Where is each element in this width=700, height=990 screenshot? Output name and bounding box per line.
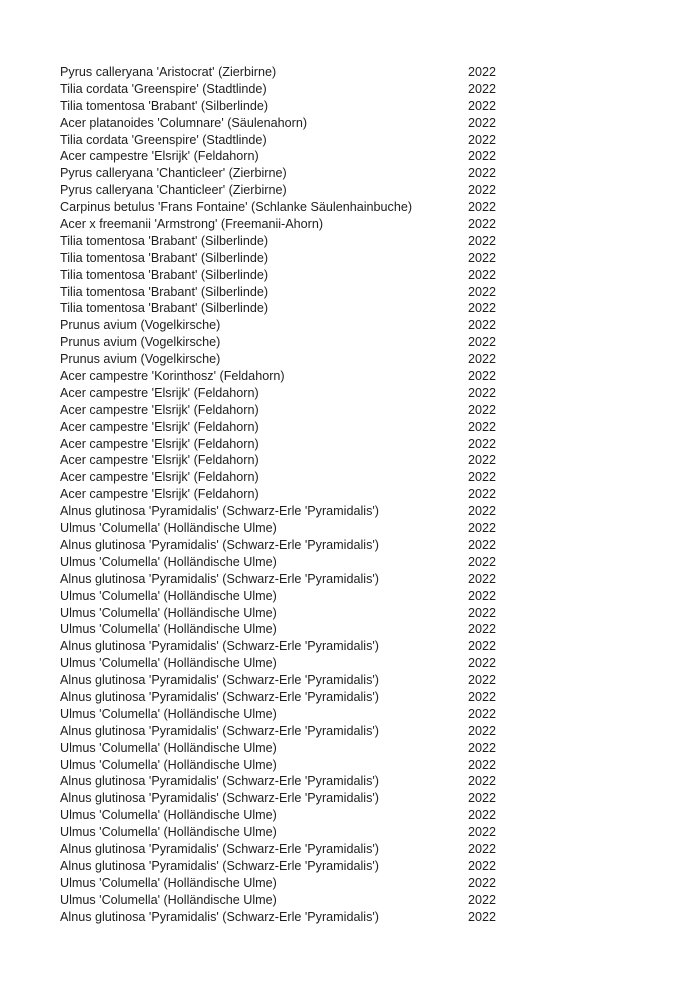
tree-species-name: Prunus avium (Vogelkirsche) [60, 335, 221, 350]
tree-planting-year: 2022 [468, 537, 497, 552]
tree-planting-year: 2022 [468, 622, 497, 637]
tree-species-name: Acer x freemanii 'Armstrong' (Freemanii-Ahorn) [60, 217, 324, 232]
tree-planting-year: 2022 [468, 504, 497, 519]
tree-species-name: Alnus glutinosa 'Pyramidalis' (Schwarz-Erle 'Pyramidalis') [60, 858, 379, 873]
list-item [60, 909, 700, 926]
list-item [60, 841, 700, 858]
tree-planting-year: 2022 [468, 98, 497, 113]
tree-planting-year: 2022 [468, 81, 497, 96]
tree-species-name: Alnus glutinosa 'Pyramidalis' (Schwarz-Erle 'Pyramidalis') [60, 791, 379, 806]
tree-planting-year: 2022 [468, 656, 497, 671]
list-item [60, 520, 700, 537]
tree-species-name: Acer campestre 'Elsrijk' (Feldahorn) [60, 470, 259, 485]
list-item [60, 655, 700, 672]
list-item [60, 672, 700, 689]
list-item [60, 216, 700, 233]
list-item [60, 537, 700, 554]
list-item [60, 334, 700, 351]
tree-species-name: Alnus glutinosa 'Pyramidalis' (Schwarz-Erle 'Pyramidalis') [60, 774, 379, 789]
tree-planting-year: 2022 [468, 436, 497, 451]
tree-planting-year: 2022 [468, 588, 497, 603]
list-item [60, 64, 700, 81]
tree-planting-year: 2022 [468, 791, 497, 806]
tree-species-name: Ulmus 'Columella' (Holländische Ulme) [60, 605, 277, 620]
tree-species-name: Tilia tomentosa 'Brabant' (Silberlinde) [60, 267, 269, 282]
list-item [60, 317, 700, 334]
tree-planting-year: 2022 [468, 284, 497, 299]
tree-planting-year: 2022 [468, 673, 497, 688]
list-item [60, 300, 700, 317]
list-item [60, 503, 700, 520]
tree-planting-year: 2022 [468, 909, 497, 924]
tree-species-name: Pyrus calleryana 'Chanticleer' (Zierbirne) [60, 183, 287, 198]
list-item [60, 892, 700, 909]
tree-species-name: Alnus glutinosa 'Pyramidalis' (Schwarz-Erle 'Pyramidalis') [60, 673, 379, 688]
list-item [60, 452, 700, 469]
tree-species-name: Acer campestre 'Elsrijk' (Feldahorn) [60, 402, 259, 417]
list-item [60, 773, 700, 790]
tree-species-name: Alnus glutinosa 'Pyramidalis' (Schwarz-Erle 'Pyramidalis') [60, 689, 379, 704]
tree-species-name: Ulmus 'Columella' (Holländische Ulme) [60, 588, 277, 603]
tree-planting-year: 2022 [468, 875, 497, 890]
list-item [60, 233, 700, 250]
tree-planting-year: 2022 [468, 774, 497, 789]
tree-planting-year: 2022 [468, 267, 497, 282]
tree-species-name: Pyrus calleryana 'Chanticleer' (Zierbirne) [60, 166, 287, 181]
tree-species-name: Ulmus 'Columella' (Holländische Ulme) [60, 706, 277, 721]
tree-species-name: Tilia tomentosa 'Brabant' (Silberlinde) [60, 233, 269, 248]
tree-planting-year: 2022 [468, 689, 497, 704]
tree-planting-year: 2022 [468, 605, 497, 620]
tree-species-name: Alnus glutinosa 'Pyramidalis' (Schwarz-Erle 'Pyramidalis') [60, 723, 379, 738]
tree-planting-year: 2022 [468, 166, 497, 181]
tree-species-name: Tilia cordata 'Greenspire' (Stadtlinde) [60, 132, 267, 147]
tree-species-name: Alnus glutinosa 'Pyramidalis' (Schwarz-Erle 'Pyramidalis') [60, 639, 379, 654]
list-item [60, 621, 700, 638]
tree-species-name: Ulmus 'Columella' (Holländische Ulme) [60, 622, 277, 637]
tree-planting-year: 2022 [468, 233, 497, 248]
tree-planting-year: 2022 [468, 335, 497, 350]
tree-planting-year: 2022 [468, 825, 497, 840]
list-item [60, 81, 700, 98]
tree-species-name: Ulmus 'Columella' (Holländische Ulme) [60, 757, 277, 772]
tree-species-name: Prunus avium (Vogelkirsche) [60, 318, 221, 333]
tree-planting-year: 2022 [468, 723, 497, 738]
tree-species-name: Alnus glutinosa 'Pyramidalis' (Schwarz-Erle 'Pyramidalis') [60, 841, 379, 856]
list-item [60, 740, 700, 757]
tree-species-name: Acer campestre 'Elsrijk' (Feldahorn) [60, 487, 259, 502]
tree-planting-year: 2022 [468, 841, 497, 856]
list-item [60, 807, 700, 824]
tree-species-name: Acer campestre 'Korinthosz' (Feldahorn) [60, 369, 285, 384]
tree-species-name: Ulmus 'Columella' (Holländische Ulme) [60, 656, 277, 671]
list-item [60, 875, 700, 892]
list-item [60, 469, 700, 486]
list-item [60, 98, 700, 115]
tree-species-name: Tilia cordata 'Greenspire' (Stadtlinde) [60, 81, 267, 96]
tree-planting-year: 2022 [468, 352, 497, 367]
list-item [60, 706, 700, 723]
tree-planting-year: 2022 [468, 470, 497, 485]
tree-species-name: Ulmus 'Columella' (Holländische Ulme) [60, 521, 277, 536]
tree-species-name: Prunus avium (Vogelkirsche) [60, 352, 221, 367]
tree-planting-year: 2022 [468, 554, 497, 569]
list-item [60, 402, 700, 419]
tree-planting-year: 2022 [468, 757, 497, 772]
tree-planting-year: 2022 [468, 301, 497, 316]
tree-species-name: Acer campestre 'Elsrijk' (Feldahorn) [60, 453, 259, 468]
tree-species-name: Ulmus 'Columella' (Holländische Ulme) [60, 808, 277, 823]
tree-planting-year: 2022 [468, 808, 497, 823]
list-item [60, 182, 700, 199]
list-item [60, 757, 700, 774]
list-item [60, 148, 700, 165]
tree-planting-year: 2022 [468, 149, 497, 164]
list-item [60, 588, 700, 605]
tree-planting-year: 2022 [468, 740, 497, 755]
tree-planting-year: 2022 [468, 115, 497, 130]
tree-species-name: Tilia tomentosa 'Brabant' (Silberlinde) [60, 98, 269, 113]
list-item [60, 571, 700, 588]
tree-species-name: Ulmus 'Columella' (Holländische Ulme) [60, 825, 277, 840]
tree-planting-year: 2022 [468, 571, 497, 586]
list-item [60, 605, 700, 622]
tree-year-list [60, 64, 700, 925]
tree-planting-year: 2022 [468, 369, 497, 384]
tree-planting-year: 2022 [468, 250, 497, 265]
tree-planting-year: 2022 [468, 521, 497, 536]
list-item [60, 419, 700, 436]
tree-planting-year: 2022 [468, 892, 497, 907]
list-item [60, 284, 700, 301]
tree-species-name: Pyrus calleryana 'Aristocrat' (Zierbirne) [60, 65, 277, 79]
tree-species-name: Acer campestre 'Elsrijk' (Feldahorn) [60, 149, 259, 164]
list-item [60, 165, 700, 182]
tree-planting-year: 2022 [468, 706, 497, 721]
list-item [60, 858, 700, 875]
list-item [60, 132, 700, 149]
tree-species-name: Acer campestre 'Elsrijk' (Feldahorn) [60, 436, 259, 451]
list-item [60, 486, 700, 503]
tree-species-name: Alnus glutinosa 'Pyramidalis' (Schwarz-Erle 'Pyramidalis') [60, 909, 379, 924]
tree-planting-year: 2022 [468, 453, 497, 468]
tree-planting-year: 2022 [468, 200, 497, 215]
list-item [60, 250, 700, 267]
tree-planting-year: 2022 [468, 858, 497, 873]
tree-planting-year: 2022 [468, 487, 497, 502]
tree-planting-year: 2022 [468, 318, 497, 333]
list-item [60, 790, 700, 807]
tree-species-name: Alnus glutinosa 'Pyramidalis' (Schwarz-Erle 'Pyramidalis') [60, 571, 379, 586]
tree-planting-year: 2022 [468, 639, 497, 654]
tree-species-name: Carpinus betulus 'Frans Fontaine' (Schlanke Säulenhainbuche) [60, 200, 413, 215]
tree-planting-year: 2022 [468, 402, 497, 417]
list-item [60, 385, 700, 402]
tree-species-name: Tilia tomentosa 'Brabant' (Silberlinde) [60, 284, 269, 299]
tree-planting-year: 2022 [468, 65, 497, 79]
tree-planting-year: 2022 [468, 419, 497, 434]
tree-species-name: Ulmus 'Columella' (Holländische Ulme) [60, 740, 277, 755]
tree-planting-year: 2022 [468, 385, 497, 400]
tree-species-name: Acer campestre 'Elsrijk' (Feldahorn) [60, 385, 259, 400]
tree-species-name: Ulmus 'Columella' (Holländische Ulme) [60, 892, 277, 907]
list-item [60, 824, 700, 841]
list-item [60, 436, 700, 453]
list-item [60, 638, 700, 655]
tree-planting-year: 2022 [468, 132, 497, 147]
list-item [60, 368, 700, 385]
tree-species-name: Acer platanoides 'Columnare' (Säulenahorn) [60, 115, 308, 130]
tree-species-name: Tilia tomentosa 'Brabant' (Silberlinde) [60, 250, 269, 265]
tree-species-name: Tilia tomentosa 'Brabant' (Silberlinde) [60, 301, 269, 316]
tree-planting-year: 2022 [468, 183, 497, 198]
tree-species-name: Ulmus 'Columella' (Holländische Ulme) [60, 875, 277, 890]
list-item [60, 267, 700, 284]
tree-species-name: Alnus glutinosa 'Pyramidalis' (Schwarz-Erle 'Pyramidalis') [60, 537, 379, 552]
tree-planting-year: 2022 [468, 217, 497, 232]
tree-species-name: Alnus glutinosa 'Pyramidalis' (Schwarz-Erle 'Pyramidalis') [60, 504, 379, 519]
tree-species-name: Ulmus 'Columella' (Holländische Ulme) [60, 554, 277, 569]
list-item [60, 689, 700, 706]
list-item [60, 554, 700, 571]
list-item [60, 199, 700, 216]
tree-species-name: Acer campestre 'Elsrijk' (Feldahorn) [60, 419, 259, 434]
list-item [60, 115, 700, 132]
list-item [60, 723, 700, 740]
list-item [60, 351, 700, 368]
